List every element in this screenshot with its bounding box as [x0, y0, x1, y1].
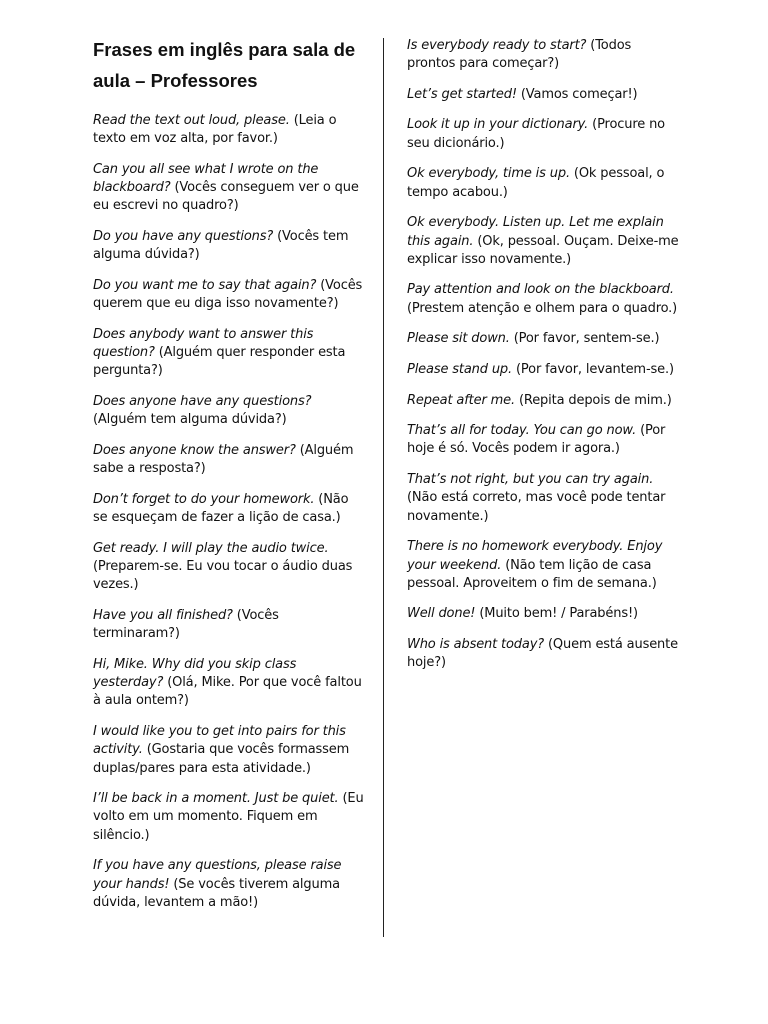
phrase-english: Well done! [407, 606, 476, 622]
phrase-item [407, 361, 679, 379]
phrase-english: Repeat after me. [407, 392, 515, 408]
phrase-english: That’s all for today. You can go now. [407, 423, 637, 439]
phrase-item [93, 112, 365, 149]
phrase-english: Do you have any questions? [93, 229, 274, 245]
phrase-translation: (Ok, pessoal. Ouçam. Deixe-me explicar isso novamente.) [407, 233, 679, 267]
phrase-translation: (Olá, Mike. Por que você faltou à aula ontem?) [93, 675, 362, 709]
phrase-english: Get ready. I will play the audio twice. [93, 540, 329, 556]
phrase-english: Pay attention and look on the blackboard. [407, 282, 674, 298]
phrase-translation: (Não está correto, mas você pode tentar novamente.) [407, 490, 666, 524]
phrase-item [93, 790, 365, 845]
phrase-translation: (Gostaria que vocês formassem duplas/pares para esta atividade.) [93, 742, 350, 776]
phrase-translation: (Vocês querem que eu diga isso novamente?) [93, 277, 363, 312]
phrase-english: Who is absent today? [407, 636, 545, 652]
phrase-english: There is no homework everybody. Enjoy your weekend. [407, 539, 663, 573]
phrase-english: Hi, Mike. Why did you skip class yesterday? [93, 656, 297, 691]
phrase-english: Don’t forget to do your homework. [93, 491, 315, 507]
phrase-english: If you have any questions, please raise your hands! [93, 858, 342, 892]
phrase-english: Read the text out loud, please. [93, 113, 290, 128]
phrase-english: Look it up in your dictionary. [407, 117, 589, 133]
phrase-english: That’s not right, but you can try again. [407, 472, 654, 488]
phrase-translation: (Repita depois de mim.) [518, 392, 672, 408]
phrase-english: Does anybody want to answer this question? [93, 326, 314, 361]
phrase-translation: (Leia o texto em voz alta, por favor.) [93, 113, 337, 147]
phrase-english: Have you all finished? [93, 607, 233, 623]
phrase-english: Is everybody ready to start? [407, 38, 587, 53]
phrase-translation: (Procure no seu dicionário.) [407, 117, 665, 151]
phrase-item [93, 228, 365, 265]
phrase-translation: (Vocês conseguem ver o que eu escrevi no quadro?) [93, 180, 359, 214]
phrase-english: Please sit down. [407, 331, 510, 347]
phrase-item [93, 161, 365, 216]
phrase-english: I would like you to get into pairs for this activity. [93, 723, 346, 758]
phrase-item [407, 538, 679, 593]
phrase-item [93, 491, 365, 528]
phrase-item [407, 214, 679, 269]
phrase-item [93, 857, 365, 912]
phrase-translation: (Não se esqueçam de fazer a lição de casa.) [93, 491, 349, 526]
right-column [407, 37, 679, 685]
phrase-english: Please stand up. [407, 361, 513, 377]
phrase-item [93, 393, 365, 430]
phrase-english: Does anyone have any questions? [93, 394, 312, 410]
phrase-item [407, 281, 679, 318]
phrase-translation: (Alguém tem alguma dúvida?) [93, 412, 287, 428]
phrase-translation: (Vamos começar!) [520, 86, 638, 102]
phrase-english: Ok everybody. Listen up. Let me explain this again. [407, 215, 664, 249]
phrase-translation: (Por favor, levantem-se.) [516, 361, 674, 377]
phrase-item [407, 422, 679, 459]
phrase-item [407, 37, 679, 74]
column-divider [383, 38, 384, 937]
phrase-translation: (Eu volto em um momento. Fiquem em silêncio.) [93, 791, 364, 843]
phrase-english: Ok everybody, time is up. [407, 166, 570, 182]
phrase-item [93, 723, 365, 778]
phrase-translation: (Alguém quer responder esta pergunta?) [93, 345, 346, 379]
phrase-translation: (Todos prontos para começar?) [407, 38, 632, 72]
phrase-item [93, 326, 365, 381]
phrase-item [407, 165, 679, 202]
phrase-translation: (Por favor, sentem-se.) [513, 331, 660, 347]
phrase-item [407, 116, 679, 153]
phrase-item [93, 607, 365, 644]
phrase-translation: (Ok pessoal, o tempo acabou.) [407, 166, 665, 200]
phrase-item [407, 636, 679, 673]
phrase-translation: (Muito bem! / Parabéns!) [479, 606, 638, 622]
phrase-item [407, 605, 679, 623]
phrase-english: Let’s get started! [407, 86, 517, 102]
phrase-translation: (Quem está ausente hoje?) [407, 636, 678, 671]
phrase-item [93, 277, 365, 314]
phrase-english: Can you all see what I wrote on the blackboard? [93, 161, 319, 196]
phrase-english: I’ll be back in a moment. Just be quiet. [93, 791, 339, 807]
phrase-translation: (Se vocês tiverem alguma dúvida, levantem a mão!) [93, 876, 340, 910]
phrase-translation: (Preparem-se. Eu vou tocar o áudio duas vezes.) [93, 559, 353, 593]
phrase-translation: (Por hoje é só. Vocês podem ir agora.) [407, 423, 666, 457]
phrase-translation: (Não tem lição de casa pessoal. Aproveitem o fim de semana.) [407, 557, 657, 591]
phrase-translation: (Vocês terminaram?) [93, 607, 279, 642]
phrase-english: Does anyone know the answer? [93, 442, 296, 458]
phrase-english: Do you want me to say that again? [93, 277, 317, 293]
phrase-translation: (Prestem atenção e olhem para o quadro.) [407, 300, 678, 316]
phrase-translation: (Alguém sabe a resposta?) [93, 442, 354, 477]
phrase-item [407, 471, 679, 526]
phrase-item [93, 656, 365, 711]
left-column [93, 112, 365, 925]
phrase-item [407, 86, 679, 104]
phrase-item [407, 392, 679, 410]
page-title: Frases em inglês para sala de aula – Professores [93, 39, 356, 91]
phrase-translation: (Vocês tem alguma dúvida?) [93, 229, 349, 263]
phrase-item [93, 442, 365, 479]
phrase-item [407, 330, 679, 348]
phrase-item [93, 540, 365, 595]
